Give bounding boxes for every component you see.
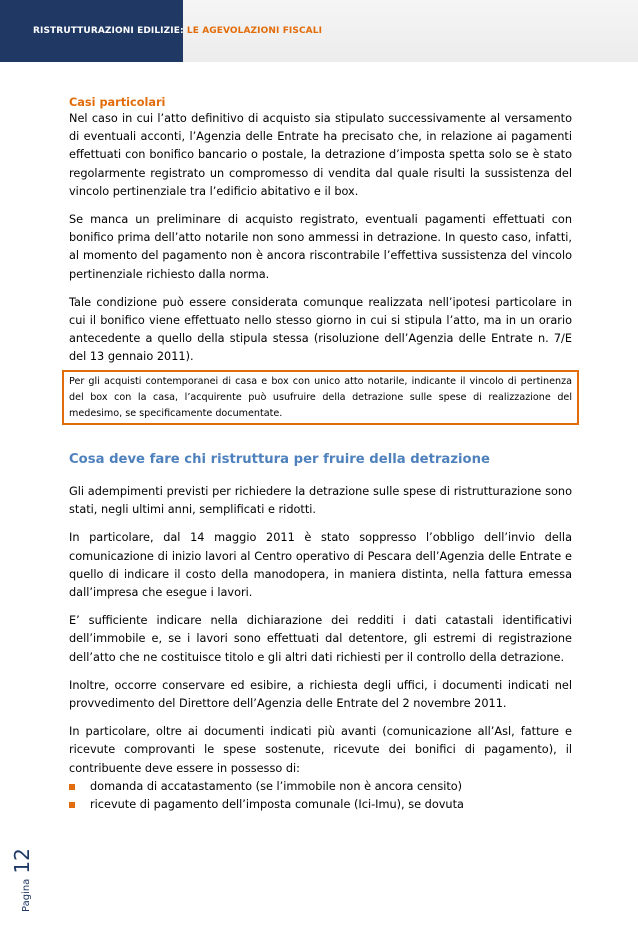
- section-heading: Casi particolari: [69, 96, 166, 109]
- header-title-sub: LE AGEVOLAZIONI FISCALI: [186, 26, 323, 36]
- header-title: [33, 26, 322, 36]
- list-item-text: ricevute di pagamento dell’imposta comunale (Ici-Imu), se dovuta: [90, 798, 464, 812]
- paragraph: Gli adempimenti previsti per richiedere la detrazione sulle spese di ristrutturazione sono stati, negli ultimi anni, semplificati e ridotti.: [69, 485, 572, 517]
- page-number: [0, 842, 50, 916]
- paragraph: E’ sufficiente indicare nella dichiarazione dei redditi i dati catastali identificativi dell’immobile e, se i lavori sono effettuati dal detentore, gli estremi di registrazione dell’atto che ne costituisce titolo e gli altri dati richiesti per il controllo della detrazione.: [69, 614, 572, 664]
- square-bullet-icon: [69, 784, 75, 790]
- paragraph: Nel caso in cui l’atto definitivo di acquisto sia stipulato successivamente al versamento di eventuali acconti, l’Agenzia delle Entrate ha precisato che, in relazione ai pagamenti effettuati con bonifico bancario o postale, la detrazione d’imposta spetta solo se è stato regolarmente registrato un compromesso di vendita dal quale risulti la sussistenza del vincolo pertinenziale tra l’edificio abitativo e il box.: [69, 112, 572, 198]
- bullet-list: [69, 778, 572, 814]
- paragraph: In particolare, oltre ai documenti indicati più avanti (comunicazione all’Asl, fatture e ricevute comprovanti le spese sostenute, ricevute dei bonifici di pagamento), il contribuente deve essere in possesso di:: [69, 725, 572, 775]
- section-adempimenti: [69, 483, 572, 814]
- header-title-main: RISTRUTTURAZIONI EDILIZIE:: [33, 26, 184, 36]
- paragraph: Se manca un preliminare di acquisto registrato, eventuali pagamenti effettuati con bonifico prima dell’atto notarile non sono ammessi in detrazione. In questo caso, infatti, al momento del pagamento non è ancora riscontrabile l’effettiva sussistenza del vincolo pertinenziale richiesto dalla norma.: [69, 213, 572, 281]
- page-number-value: 12: [10, 848, 34, 874]
- square-bullet-icon: [69, 802, 75, 808]
- paragraph: Tale condizione può essere considerata comunque realizzata nell’ipotesi particolare in cui il bonifico viene effettuato nello stesso giorno in cui si stipula l’atto, ma in un orario antecedente a quello della stipula stessa (risoluzione dell’Agenzia delle Entrate n. 7/E del 13 gennaio 2011).: [69, 295, 572, 364]
- list-item-text: domanda di accatastamento (se l’immobile non è ancora censito): [90, 779, 463, 793]
- section-casi-particolari: [69, 96, 572, 367]
- section-heading: Cosa deve fare chi ristruttura per fruire della detrazione: [69, 452, 490, 467]
- paragraph: Inoltre, occorre conservare ed esibire, a richiesta degli uffici, i documenti indicati nel provvedimento del Direttore dell’Agenzia delle Entrate del 2 novembre 2011.: [69, 678, 572, 711]
- highlight-box: Per gli acquisti contemporanei di casa e box con unico atto notarile, indicante il vincolo di pertinenza del box con la casa, l’acquirente può usufruire della detrazione sulle spese di realizzazione del medesimo, se specificamente documentate.: [62, 370, 579, 425]
- list-item: [69, 778, 572, 796]
- list-item: [69, 796, 572, 814]
- paragraph: In particolare, dal 14 maggio 2011 è stato soppresso l’obbligo dell’invio della comunicazione di inizio lavori al Centro operativo di Pescara dell’Agenzia delle Entrate e quello di indicare il costo della manodopera, in maniera distinta, nella fattura emessa dall’impresa che esegue i lavori.: [69, 531, 572, 600]
- page-label: Pagina: [21, 878, 32, 912]
